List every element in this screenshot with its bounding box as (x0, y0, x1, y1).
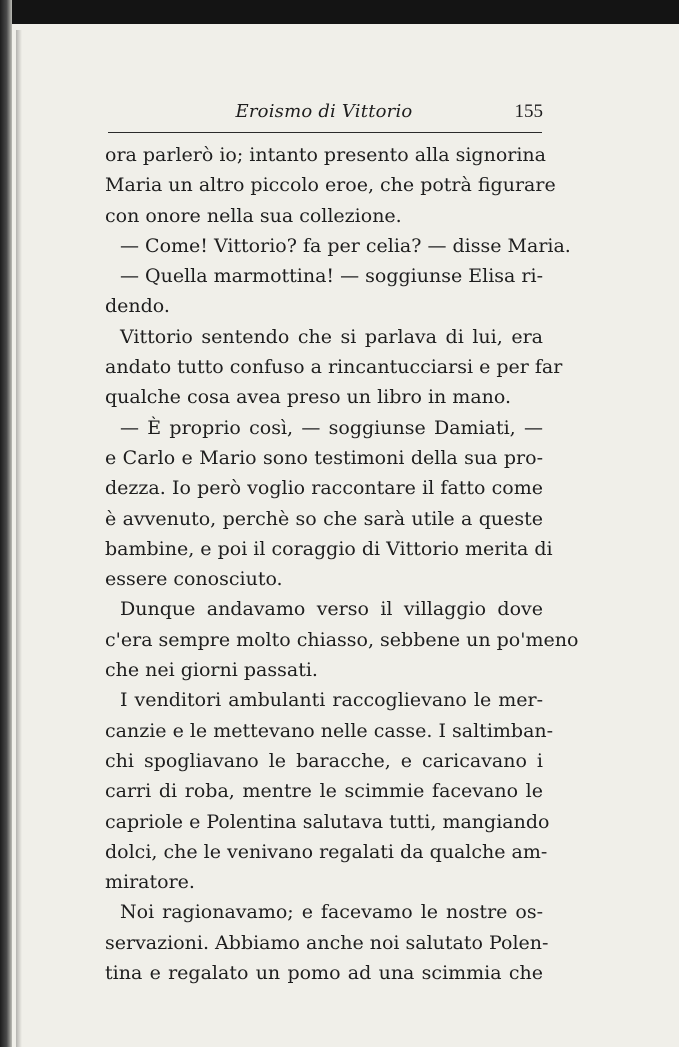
text-line: andato tutto confuso a rincantucciarsi e per far (105, 356, 563, 379)
text-line: ora parlerò io; intanto presento alla signorina (105, 144, 546, 166)
text-line: miratore. (105, 871, 195, 894)
text-line: — Quella marmottina! — soggiunse Elisa ri- (120, 265, 543, 288)
text-line: Maria un altro piccolo eroe, che potrà figurare (105, 174, 556, 197)
text-line: che nei giorni passati. (105, 659, 318, 682)
text-line: chi spogliavano le baracche, e caricavano i (105, 749, 543, 772)
page-gutter-shadow (16, 30, 22, 1047)
text-line: bambine, e poi il coraggio di Vittorio merita di (105, 537, 553, 560)
text-line: — Come! Vittorio? fa per celia? — disse Maria. (120, 234, 571, 257)
text-line: carri di roba, mentre le scimmie facevano le (105, 780, 543, 803)
text-line: essere conosciuto. (105, 568, 283, 591)
text-line: è avvenuto, perchè so che sarà utile a queste (105, 507, 543, 530)
page-header (105, 101, 543, 127)
text-line: I venditori ambulanti raccoglievano le mer- (120, 689, 543, 712)
scan-top-border (0, 0, 679, 24)
running-title: Eroismo di Vittorio (235, 101, 413, 122)
text-line: tina e regalato un pomo ad una scimmia che (105, 962, 543, 985)
page-number: 155 (514, 101, 543, 122)
text-line: con onore nella sua collezione. (105, 204, 402, 227)
text-line: canzie e le mettevano nelle casse. I saltimban- (105, 719, 554, 742)
scan-left-border (0, 0, 12, 1047)
body-text (105, 140, 579, 988)
header-rule (108, 132, 542, 133)
text-line: Dunque andavamo verso il villaggio dove (120, 598, 543, 621)
text-line: — È proprio così, — soggiunse Damiati, — (120, 416, 543, 439)
text-line: e Carlo e Mario sono testimoni della sua pro- (105, 446, 543, 469)
text-line: servazioni. Abbiamo anche noi salutato Polen- (105, 931, 549, 954)
text-line: dezza. Io però voglio raccontare il fatto come (105, 477, 543, 500)
text-line: c'era sempre molto chiasso, sebbene un po'meno (105, 628, 579, 651)
text-line: Vittorio sentendo che si parlava di lui, era (120, 325, 543, 348)
text-line: dolci, che le venivano regalati da qualche am- (105, 840, 548, 863)
text-line: capriole e Polentina salutava tutti, mangiando (105, 810, 550, 833)
text-line: Noi ragionavamo; e facevamo le nostre os- (120, 901, 543, 924)
text-line: qualche cosa avea preso un libro in mano. (105, 386, 512, 409)
text-line: dendo. (105, 295, 170, 318)
